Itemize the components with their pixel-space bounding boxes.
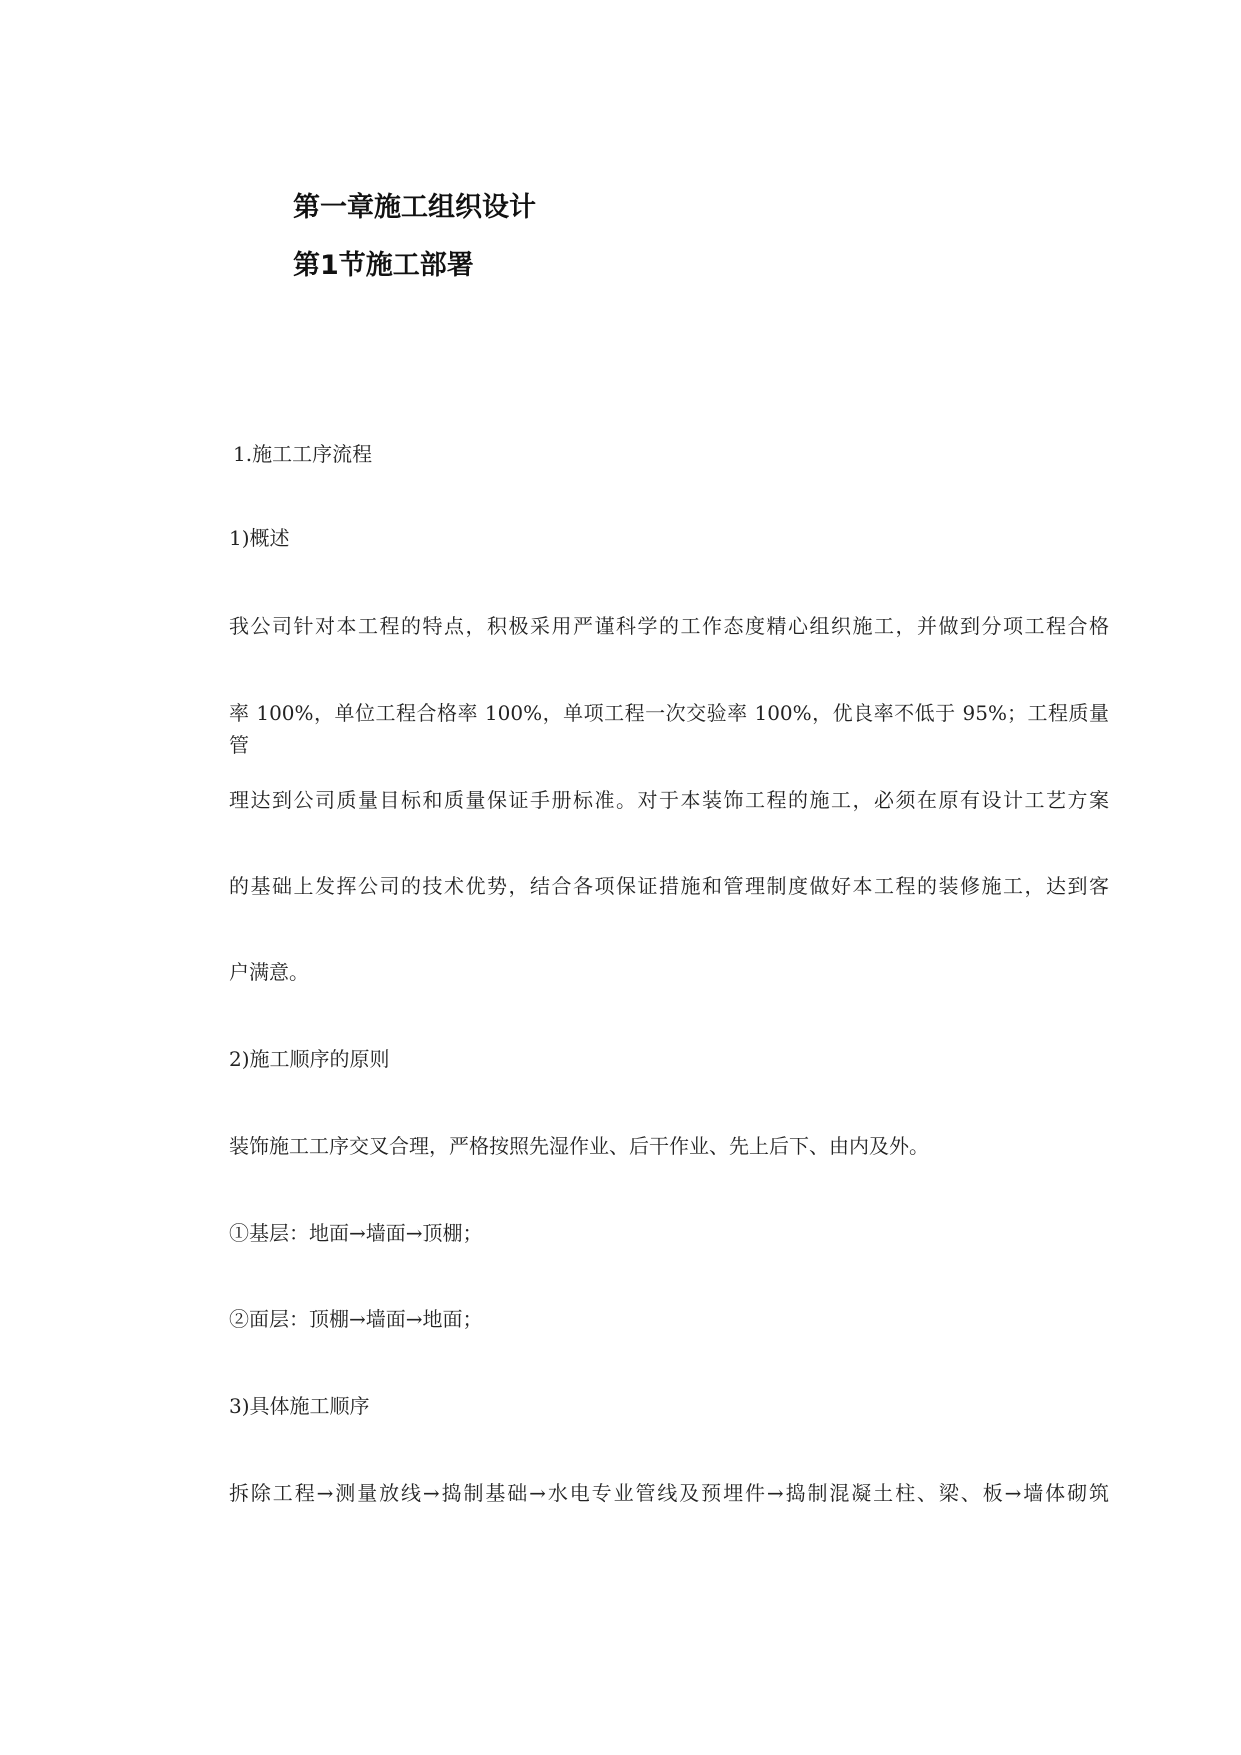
paragraph-line: 的基础上发挥公司的技术优势，结合各项保证措施和管理制度做好本工程的装修施工，达到客	[229, 874, 1109, 898]
subsection-title-process-flow: 1.施工工序流程	[233, 442, 373, 466]
item-title-specific-sequence: 3)具体施工顺序	[229, 1394, 370, 1418]
chapter-title: 第一章施工组织设计	[293, 192, 536, 223]
paragraph-line: 率 100%，单位工程合格率 100%，单项工程一次交验率 100%，优良率不低于 95%；工程质量管	[229, 701, 1109, 757]
paragraph-line: 装饰施工工序交叉合理，严格按照先湿作业、后干作业、先上后下、由内及外。	[229, 1134, 929, 1158]
section-title: 第1节施工部署	[293, 250, 474, 281]
paragraph-line: 户满意。	[229, 960, 309, 984]
paragraph-line: 拆除工程→测量放线→捣制基础→水电专业管线及预埋件→捣制混凝土柱、梁、板→墙体砌筑	[229, 1481, 1109, 1505]
item-title-overview: 1)概述	[229, 526, 290, 550]
step-line-surface-layer: ②面层：顶棚→墙面→地面；	[229, 1307, 483, 1331]
item-title-sequence-principle: 2)施工顺序的原则	[229, 1047, 390, 1071]
paragraph-line: 我公司针对本工程的特点，积极采用严谨科学的工作态度精心组织施工，并做到分项工程合格	[229, 614, 1109, 638]
step-line-base-layer: ①基层：地面→墙面→顶棚；	[229, 1221, 483, 1245]
paragraph-line: 理达到公司质量目标和质量保证手册标准。对于本装饰工程的施工，必须在原有设计工艺方案	[229, 788, 1109, 812]
